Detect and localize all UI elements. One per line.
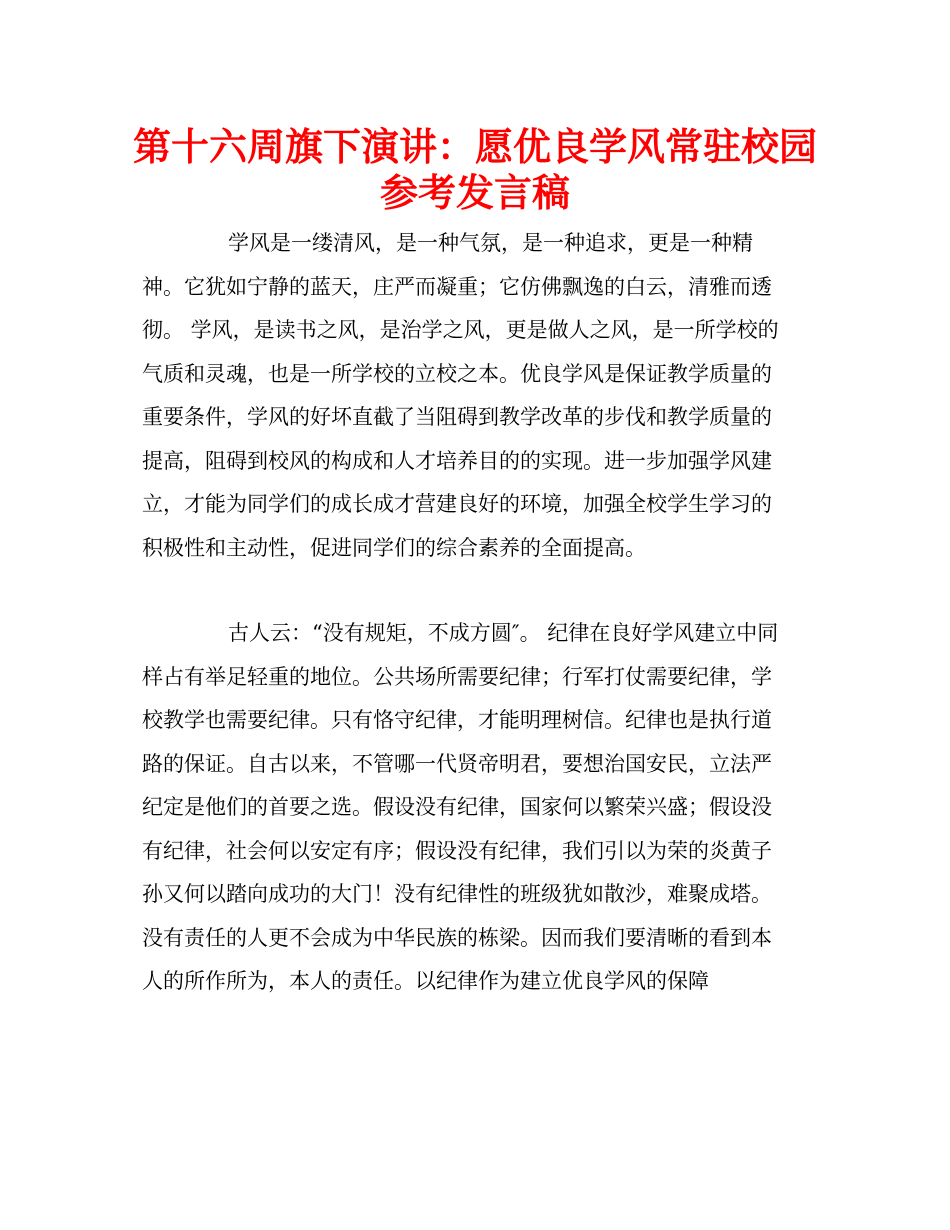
paragraph-line: 神。它犹如宁静的蓝天，庄严而凝重；它仿佛飘逸的白云，清雅而透 [142, 274, 772, 299]
paragraph-line: 孙又何以踏向成功的大门！没有纪律性的班级犹如散沙，难聚成塔。 [142, 882, 772, 906]
paragraph-line: 学风是一缕清风，是一种气氛，是一种追求，更是一种精 [228, 231, 753, 255]
paragraph-line: 提高，阻碍到校风的构成和人才培养目的的实现。进一步加强学风建 [142, 448, 772, 473]
paragraph-line: 重要条件，学风的好坏直截了当阻碍到教学改革的步伐和教学质量的 [142, 405, 772, 429]
paragraph-line: 积极性和主动性，促进同学们的综合素养的全面提高。 [142, 535, 646, 560]
paragraph-line: 古人云：“没有规矩，不成方圆″。 纪律在良好学风建立中同 [228, 621, 779, 645]
paragraph-line: 气质和灵魂，也是一所学校的立校之本。优良学风是保证教学质量的 [142, 361, 772, 386]
paragraph-line: 彻。 学风，是读书之风，是治学之风，更是做人之风，是一所学校的 [142, 318, 779, 342]
paragraph-line: 没有责任的人更不会成为中华民族的栋梁。因而我们要清晰的看到本 [142, 925, 772, 950]
document-title-line-2: 参考发言稿 [379, 171, 570, 215]
paragraph-1 [142, 222, 814, 570]
paragraph-line: 样占有举足轻重的地位。公共场所需要纪律；行军打仗需要纪律，学 [142, 664, 772, 689]
paragraph-line: 路的保证。自古以来，不管哪一代贤帝明君，要想治国安民，立法严 [142, 751, 772, 776]
paragraph-line: 纪定是他们的首要之选。假设没有纪律，国家何以繁荣兴盛；假设没 [142, 795, 772, 819]
paragraph-2 [142, 612, 814, 1004]
paragraph-line: 立，才能为同学们的成长成才营建良好的环境，加强全校学生学习的 [142, 492, 772, 516]
paragraph-line: 有纪律，社会何以安定有序；假设没有纪律，我们引以为荣的炎黄子 [142, 838, 772, 863]
paragraph-line: 校教学也需要纪律。只有恪守纪律，才能明理树信。纪律也是执行道 [142, 708, 772, 732]
paragraph-line: 人的所作所为，本人的责任。以纪律作为建立优良学风的保障 [142, 969, 709, 993]
document-title-line-1: 第十六周旗下演讲：愿优良学风常驻校园 [132, 125, 817, 169]
